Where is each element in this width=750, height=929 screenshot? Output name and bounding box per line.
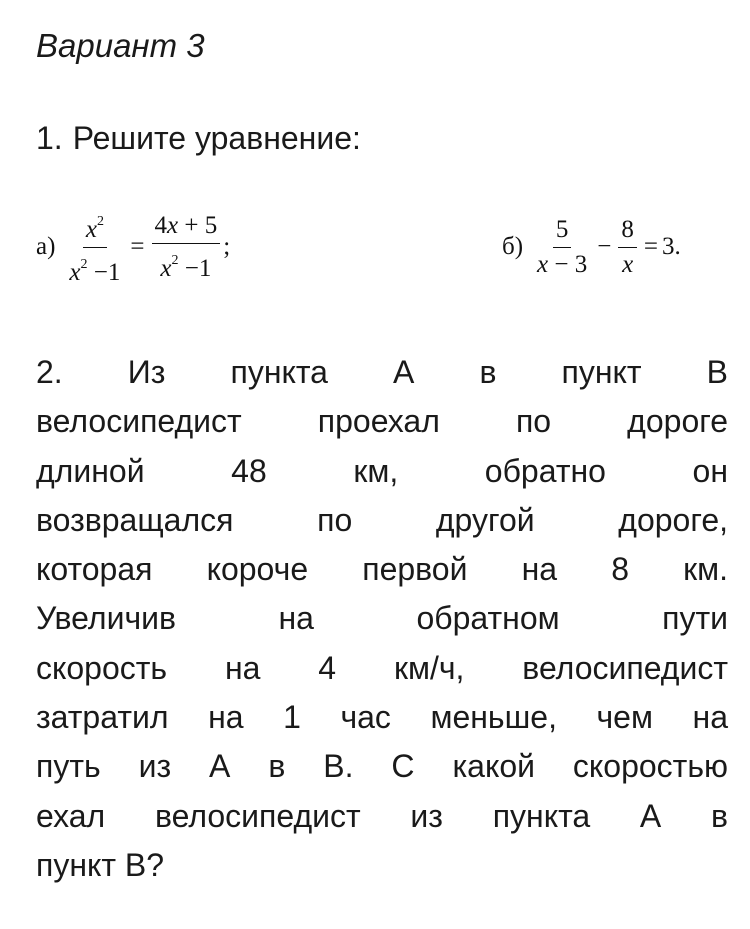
equation-a-right-denominator [157,244,214,286]
equation-b-rhs: 3 [661,233,675,260]
equation-b-first-denominator [534,248,590,282]
equation-b-label: б) [502,233,524,260]
task2-line: Увеличив на обратном пути [36,600,728,637]
denominator-rest: − 3 [548,250,588,278]
equation-a [36,200,230,294]
task2-line: затратил на 1 час меньше, чем на [36,699,728,736]
equation-b-end: . [674,233,681,260]
var-x: x [622,250,634,278]
equation-a-left-denominator [66,248,123,290]
equals-sign: = [130,233,145,260]
var-x: x [69,258,81,286]
equation-b-second-denominator [619,248,636,282]
numerator-rest: + 5 [178,211,218,239]
denominator-rest: −1 [178,254,212,282]
task2-line: ехал велосипедист из пункта А в [36,797,728,834]
task2-line: 2. Из пункта А в пункт В [36,354,728,390]
variant-title: Вариант 3 [36,27,205,64]
equation-a-label: а) [36,233,56,260]
task2-text [36,348,728,890]
task2-line: длиной 48 км, обратно он [36,452,728,489]
coefficient: 4 [154,211,167,239]
exponent: 2 [171,252,179,268]
equation-b [502,200,681,294]
task1-heading [36,116,361,160]
task2-line: скорость на 4 км/ч, велосипедист [36,649,728,686]
task2-line: велосипедист проехал по дороге [36,403,728,440]
equation-a-left-fraction [66,205,123,290]
equations-row [36,200,726,300]
var-x: x [537,250,549,278]
var-x: x [85,215,97,243]
denominator-rest: −1 [87,258,121,286]
equation-b-second-fraction [618,213,637,282]
minus-sign: − [597,233,612,260]
task2-line: путь из А в В. С какой скоростью [36,748,728,785]
exponent: 2 [80,256,88,272]
equation-a-end: ; [223,233,231,260]
equation-a-right-fraction [152,209,221,286]
var-x: x [167,211,179,239]
equals-sign: = [643,233,658,260]
equation-a-left-numerator [83,205,107,248]
exponent: 2 [96,213,104,229]
task2-line: которая короче первой на 8 км. [36,551,728,588]
equation-b-second-numerator: 8 [618,213,637,248]
task1-instruction: Решите уравнение: [72,120,361,156]
task2-line: возвращался по другой дороге, [36,501,728,538]
equation-a-right-numerator [152,209,221,244]
var-x: x [160,254,172,282]
equation-b-first-fraction [534,213,590,282]
task1-number: 1. [36,120,63,156]
equation-b-first-numerator: 5 [553,213,572,248]
task2-line: пункт В? [36,846,165,883]
